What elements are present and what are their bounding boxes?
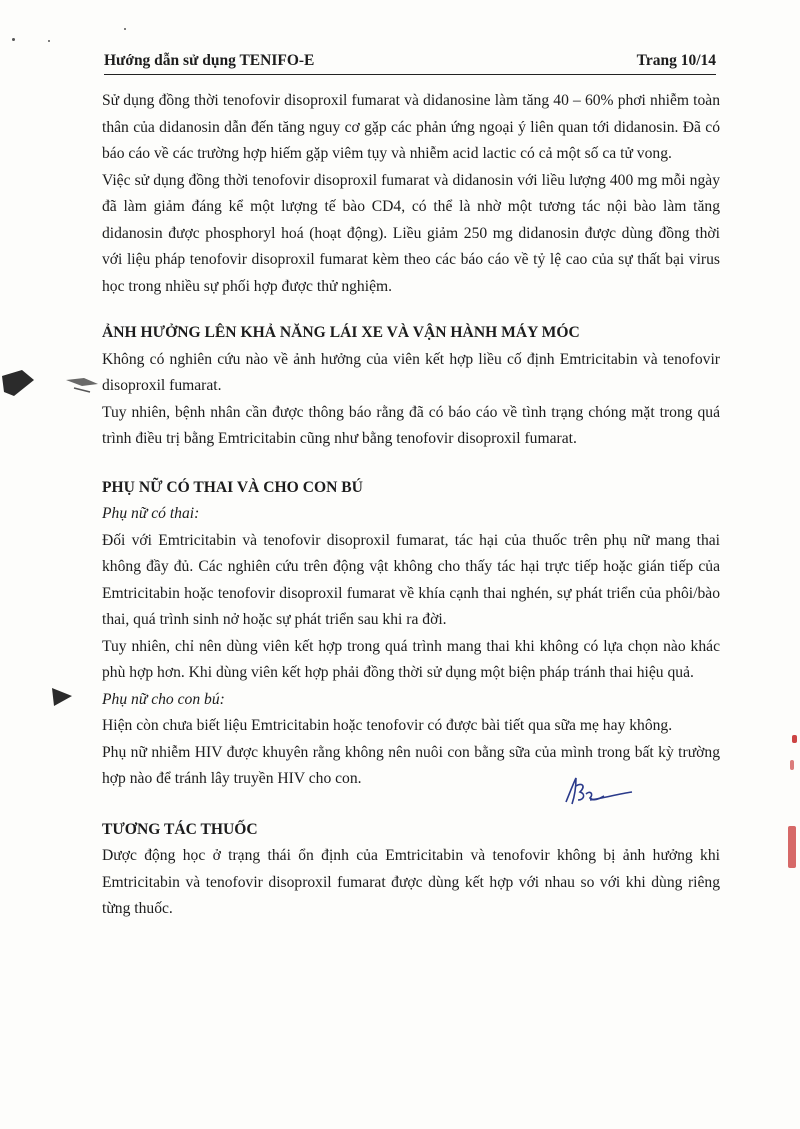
paragraph: Không có nghiên cứu nào về ảnh hưởng của viên kết hợp liều cố định Emtricitabin và tenofovir disoproxil fumarat. <box>102 350 720 394</box>
section-heading-pregnancy: PHỤ NỮ CÓ THAI VÀ CHO CON BÚ <box>102 478 363 496</box>
punch-hole-mark <box>0 366 40 400</box>
subheading-pregnant: Phụ nữ có thai: <box>102 505 200 522</box>
paragraph: Đối với Emtricitabin và tenofovir disoproxil fumarat, tác hại của thuốc trên phụ nữ mang thai không đầy đủ. Các nghiên cứu trên động vật không cho thấy tác hại trực tiếp hoặc gián tiếp của Emtricitabin hoặc tenofovir disoproxil fumarat về khía cạnh thai nghén, sự phát triển của phôi/bào thai, quá trình sinh nở hoặc sự phát triển sau khi ra đời. <box>102 531 720 628</box>
section-heading-interactions: TƯƠNG TÁC THUỐC <box>102 820 258 838</box>
scan-smudge <box>64 372 104 402</box>
signature-mark <box>560 772 640 812</box>
paragraph: Dược động học ở trạng thái ổn định của Emtricitabin và tenofovir không bị ảnh hưởng khi Emtricitabin và tenofovir disoproxil fumarat được dùng kết hợp với nhau so với khi dùng riêng từng thuốc. <box>102 847 720 917</box>
paragraph: Tuy nhiên, chỉ nên dùng viên kết hợp trong quá trình mang thai khi không có lựa chọn nào khác phù hợp hơn. Khi dùng viên kết hợp phải đồng thời sử dụng một biện pháp tránh thai hiệu quả. <box>102 637 720 681</box>
page-number: Trang 10/14 <box>636 52 716 69</box>
red-edge-mark <box>790 760 794 770</box>
section-heading-driving: ẢNH HƯỞNG LÊN KHẢ NĂNG LÁI XE VÀ VẬN HÀNH MÁY MÓC <box>102 324 580 341</box>
paragraph: Phụ nữ nhiễm HIV được khuyên rằng không nên nuôi con bằng sữa của mình trong bất kỳ trường hợp nào để tránh lây truyền HIV cho con. <box>102 743 720 787</box>
scan-speck <box>12 38 15 41</box>
subheading-breastfeeding: Phụ nữ cho con bú: <box>102 690 225 708</box>
paragraph: Sử dụng đồng thời tenofovir disoproxil fumarat và didanosine làm tăng 40 – 60% phơi nhiễm toàn thân của didanosin dẫn đến tăng nguy cơ gặp các phản ứng ngoại ý liên quan tới didanosin. Đã có báo cáo về các trường hợp hiếm gặp viêm tụy và nhiễm acid lactic có cả một số ca tử vong. <box>102 92 720 162</box>
scan-speck <box>48 40 50 42</box>
document-title: Hướng dẫn sử dụng TENIFO-E <box>104 52 315 69</box>
page-header <box>104 50 716 75</box>
paragraph: Việc sử dụng đồng thời tenofovir disoproxil fumarat và didanosin với liều lượng 400 mg mỗi ngày đã làm giảm đáng kể một lượng tế bào CD4, có thể là nhờ một tương tác nội bào làm tăng didanosin được phosphoryl hoá (hoạt động). Liều giảm 250 mg didanosin được dùng đồng thời với liệu pháp tenofovir disoproxil fumarat kèm theo các báo cáo về tỷ lệ cao của sự thất bại virus học trong nhiều sự phối hợp được thử nghiệm. <box>102 171 720 295</box>
scan-speck <box>124 28 126 30</box>
paragraph: Hiện còn chưa biết liệu Emtricitabin hoặc tenofovir có được bài tiết qua sữa mẹ hay không. <box>102 717 673 734</box>
punch-hole-mark <box>50 686 76 708</box>
red-edge-mark <box>792 735 797 743</box>
paragraph: Tuy nhiên, bệnh nhân cần được thông báo rằng đã có báo cáo về tình trạng chóng mặt trong quá trình điều trị bằng Emtricitabin cũng như bằng tenofovir disoproxil fumarat. <box>102 403 720 447</box>
red-edge-mark <box>788 826 796 868</box>
